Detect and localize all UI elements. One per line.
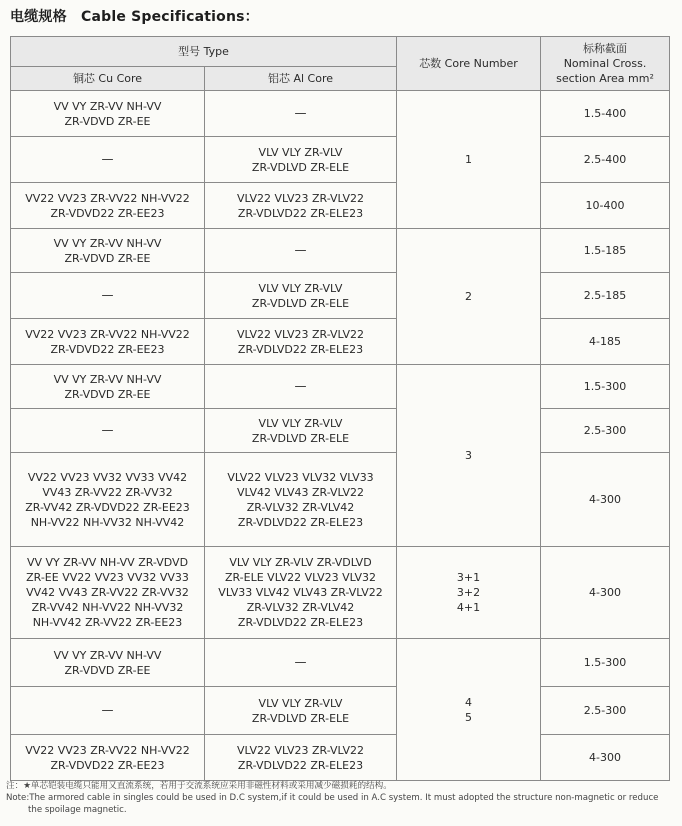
area-cell: 1.5-185: [541, 229, 670, 273]
header-area-en2: section Area mm²: [556, 72, 654, 85]
al-core-cell: —: [205, 365, 397, 409]
cu-core-cell: VV VY ZR-VV NH-VV ZR-VDVD ZR-EE: [11, 639, 205, 687]
area-cell: 4-185: [541, 319, 670, 365]
footnote-zh: 注：★单芯铠装电缆只能用又直流系统，若用于交流系统应采用非磁性材料或采用减少磁损耗的结构。: [6, 781, 392, 791]
table-row: [11, 547, 670, 639]
al-core-cell: —: [205, 639, 397, 687]
area-cell: 1.5-300: [541, 365, 670, 409]
header-type: 型号 Type: [11, 37, 397, 67]
table-row: [11, 91, 670, 137]
table-row: [11, 319, 670, 365]
al-core-cell: VLV22 VLV23 ZR-VLV22 ZR-VDLVD22 ZR-ELE23: [205, 183, 397, 229]
al-core-cell: VLV VLY ZR-VLV ZR-VDLVD ZR-ELE: [205, 687, 397, 735]
al-core-cell: —: [205, 91, 397, 137]
table-row: [11, 409, 670, 453]
area-cell: 4-300: [541, 453, 670, 547]
area-cell: 4-300: [541, 547, 670, 639]
cu-core-cell: VV VY ZR-VV NH-VV ZR-VDVD ZR-EE VV22 VV23 VV32 VV33 VV42 VV43 ZR-VV22 ZR-VV32 ZR-VV42 NH-VV22 NH-VV32 NH-VV42 ZR-VV22 ZR-EE23: [11, 547, 205, 639]
core-number-cell: 3+1 3+2 4+1: [397, 547, 541, 639]
table-row: [11, 453, 670, 547]
area-cell: 4-300: [541, 735, 670, 781]
cu-core-cell: VV22 VV23 ZR-VV22 NH-VV22 ZR-VDVD22 ZR-EE23: [11, 319, 205, 365]
area-cell: 2.5-300: [541, 687, 670, 735]
header-area-en1: Nominal Cross.: [563, 57, 647, 70]
table-row: [11, 183, 670, 229]
cable-spec-table: [10, 36, 670, 781]
area-cell: 2.5-185: [541, 273, 670, 319]
header-al-core: 铝芯 Al Core: [205, 67, 397, 91]
table-row: [11, 687, 670, 735]
table-row: [11, 273, 670, 319]
core-number-cell: 1: [397, 91, 541, 229]
area-cell: 2.5-300: [541, 409, 670, 453]
cu-core-cell: VV VY ZR-VV NH-VV ZR-VDVD ZR-EE: [11, 91, 205, 137]
cu-core-cell: VV22 VV23 ZR-VV22 NH-VV22 ZR-VDVD22 ZR-EE23: [11, 183, 205, 229]
header-area-zh: 标称截面: [583, 42, 628, 55]
al-core-cell: VLV22 VLV23 VLV32 VLV33 VLV42 VLV43 ZR-VLV22 ZR-VLV32 ZR-VLV42 ZR-VDLVD22 ZR-ELE23: [205, 453, 397, 547]
area-cell: 2.5-400: [541, 137, 670, 183]
page-title: 电缆规格 Cable Specifications：: [10, 9, 259, 25]
area-cell: 10-400: [541, 183, 670, 229]
header-core-number: 芯数 Core Number: [397, 37, 541, 91]
cu-core-cell: —: [11, 137, 205, 183]
cu-core-cell: —: [11, 409, 205, 453]
area-cell: 1.5-400: [541, 91, 670, 137]
footnote: [6, 780, 678, 816]
core-number-cell: 3: [397, 365, 541, 547]
table-row: [11, 735, 670, 781]
al-core-cell: VLV VLY ZR-VLV ZR-VDLVD ZR-ELE: [205, 273, 397, 319]
al-core-cell: VLV VLY ZR-VLV ZR-VDLVD ZR-ELE VLV22 VLV23 VLV32 VLV33 VLV42 VLV43 ZR-VLV22 ZR-VLV32 ZR-VLV42 ZR-VDLVD22 ZR-ELE23: [205, 547, 397, 639]
cu-core-cell: VV22 VV23 VV32 VV33 VV42 VV43 ZR-VV22 ZR-VV32 ZR-VV42 ZR-VDVD22 ZR-EE23 NH-VV22 NH-VV32 NH-VV42: [11, 453, 205, 547]
table-row: [11, 229, 670, 273]
cu-core-cell: VV22 VV23 ZR-VV22 NH-VV22 ZR-VDVD22 ZR-EE23: [11, 735, 205, 781]
al-core-cell: VLV VLY ZR-VLV ZR-VDLVD ZR-ELE: [205, 137, 397, 183]
core-number-cell: 4 5: [397, 639, 541, 781]
al-core-cell: VLV22 VLV23 ZR-VLV22 ZR-VDLVD22 ZR-ELE23: [205, 319, 397, 365]
cu-core-cell: VV VY ZR-VV NH-VV ZR-VDVD ZR-EE: [11, 229, 205, 273]
footnote-en-cont: the spoilage magnetic.: [28, 805, 127, 815]
header-area: [541, 37, 670, 91]
table-row: [11, 639, 670, 687]
footnote-en: Note:The armored cable in singles could be used in D.C system,if it could be used in A.C system. It must adopted the structure non-magnetic or reduce: [6, 793, 659, 803]
table-row: [11, 137, 670, 183]
cu-core-cell: —: [11, 273, 205, 319]
core-number-cell: 2: [397, 229, 541, 365]
table-row: [11, 365, 670, 409]
al-core-cell: VLV22 VLV23 ZR-VLV22 ZR-VDLVD22 ZR-ELE23: [205, 735, 397, 781]
header-cu-core: 铜芯 Cu Core: [11, 67, 205, 91]
al-core-cell: VLV VLY ZR-VLV ZR-VDLVD ZR-ELE: [205, 409, 397, 453]
cu-core-cell: —: [11, 687, 205, 735]
cu-core-cell: VV VY ZR-VV NH-VV ZR-VDVD ZR-EE: [11, 365, 205, 409]
area-cell: 1.5-300: [541, 639, 670, 687]
al-core-cell: —: [205, 229, 397, 273]
